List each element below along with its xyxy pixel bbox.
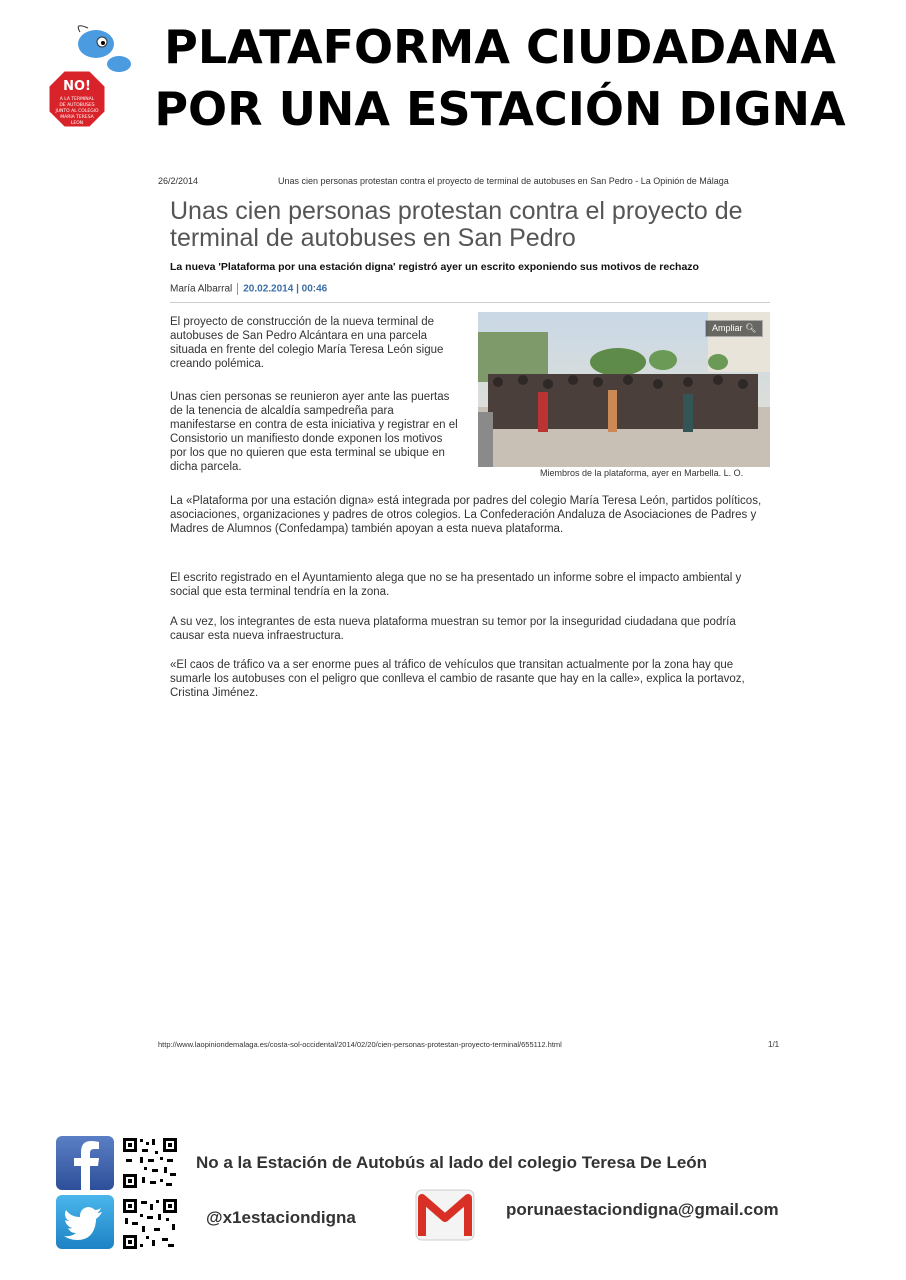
twitter-handle[interactable]: @x1estaciondigna [206, 1208, 356, 1227]
author: María Albarral [170, 283, 233, 295]
photo-caption: Miembros de la plataforma, ayer en Marbella. L. O. [540, 468, 744, 478]
divider [170, 302, 770, 303]
article-byline [170, 283, 327, 295]
byline-divider [237, 283, 238, 295]
facebook-icon[interactable] [56, 1136, 114, 1190]
paragraph: Unas cien personas se reunieron ayer ante las puertas de la tenencia de alcaldía sampedreña para manifestarse en contra de esta iniciativa y registrar en el Consistorio un manifiesto donde exponen los motivos por los que no quieren que esta terminal se ubique en dicha parcela. [170, 391, 458, 473]
contact-email[interactable]: porunaestaciondigna@gmail.com [506, 1200, 779, 1219]
article-subhead: La nueva 'Plataforma por una estación digna' registró ayer un escrito exponiendo sus motivos de rechazo [170, 261, 699, 273]
title-line-2: POR UNA ESTACIÓN DIGNA [154, 82, 846, 136]
article-datetime: 20.02.2014 | 00:46 [243, 283, 328, 295]
svg-text:MARIA TERESA: MARIA TERESA [60, 115, 94, 120]
paragraph: La «Plataforma por una estación digna» está integrada por padres del colegio María Teresa León, partidos políticos, asociaciones, organizaciones y padres de otros colegios. La Confederación Andaluza de Asociaciones de Padres y Madres de Alumnos (Confedampa) también apoyan a esta nueva plataforma. [170, 495, 762, 535]
svg-text:DE AUTOBUSES: DE AUTOBUSES [59, 103, 95, 108]
svg-text:JUNTO AL COLEGIO: JUNTO AL COLEGIO [55, 109, 99, 114]
paragraph: A su vez, los integrantes de esta nueva plataforma muestran su temor por la inseguridad ciudadana que podría causar esta nueva infraestructura. [170, 616, 736, 642]
page-title [150, 16, 850, 140]
footer-slogan: No a la Estación de Autobús al lado del colegio Teresa De León [196, 1153, 708, 1172]
logo-image [44, 22, 136, 132]
print-url: http://www.laopiniondemalaga.es/costa-sol-occidental/2014/02/20/cien-personas-protestan-proyecto-terminal/655112.html [158, 1040, 562, 1049]
print-page-number: 1/1 [768, 1040, 780, 1049]
qr-code-icon [122, 1198, 178, 1250]
svg-text:NO!: NO! [63, 79, 91, 94]
enlarge-label: Ampliar [712, 323, 743, 333]
zoom-icon: 🔍︎ [745, 323, 757, 333]
twitter-icon[interactable] [56, 1195, 114, 1249]
article-headline: Unas cien personas protestan contra el proyecto de terminal de autobuses en San Pedro [170, 197, 743, 252]
paragraph: El proyecto de construcción de la nueva terminal de autobuses de San Pedro Alcántara en una parcela situada en frente del colegio María Teresa León sigue creando polémica. [170, 316, 444, 370]
paragraph: El escrito registrado en el Ayuntamiento alega que no se ha presentado un informe sobre el impacto ambiental y social que esta terminal tendría en la zona. [170, 572, 742, 598]
paragraph: «El caos de tráfico va a ser enorme pues al tráfico de vehículos que transitan actualmente por la zona hay que sumarle los autobuses con el peligro que conlleva el cambio de rasante que hay en la calle», explica la portavoz, Cristina Jiménez. [170, 659, 745, 699]
title-line-1: PLATAFORMA CIUDADANA [164, 20, 836, 74]
gmail-icon[interactable] [414, 1186, 476, 1244]
print-page-title: Unas cien personas protestan contra el proyecto de terminal de autobuses en San Pedro - La Opinión de Málaga [278, 176, 729, 186]
svg-text:A LA TERMINAL: A LA TERMINAL [59, 97, 95, 102]
qr-code-icon [122, 1137, 178, 1189]
enlarge-photo-button[interactable] [705, 320, 763, 337]
svg-text:LEON: LEON [70, 121, 84, 126]
print-date: 26/2/2014 [158, 176, 199, 186]
